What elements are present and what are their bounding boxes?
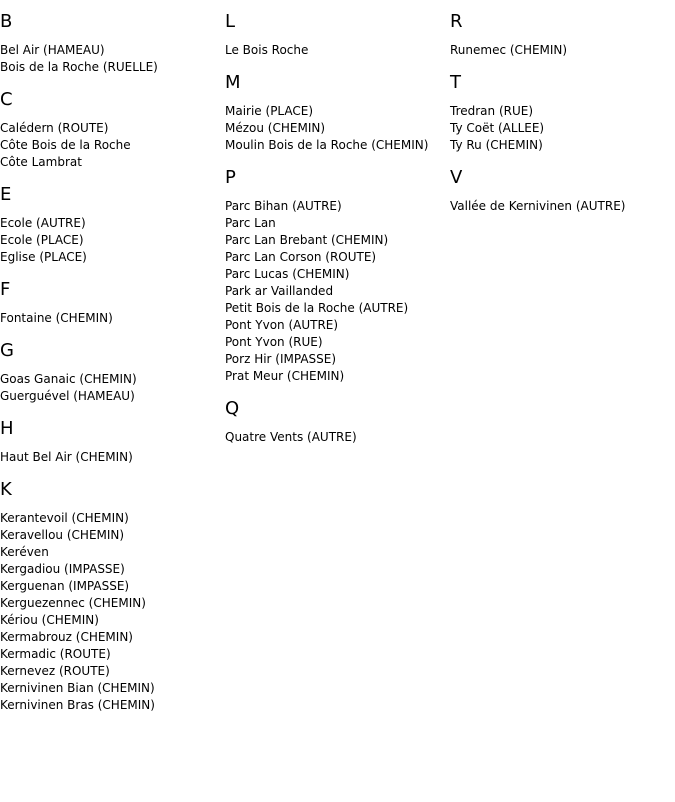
letter-group — [450, 11, 675, 59]
street-name: Pont Yvon (AUTRE) — [225, 318, 339, 332]
street-name: Ty Coët (ALLEE) — [450, 121, 545, 135]
street-name: Moulin Bois de la Roche (CHEMIN) — [225, 138, 429, 152]
street-name: Guerguével (HAMEAU) — [0, 389, 135, 403]
street-list — [225, 198, 450, 385]
street-name: Goas Ganaic (CHEMIN) — [0, 372, 137, 386]
group-letter-heading: C — [0, 89, 13, 110]
street-name: Côte Bois de la Roche — [0, 138, 131, 152]
street-name: Kermabrouz (CHEMIN) — [0, 630, 133, 644]
street-list — [225, 429, 450, 446]
letter-group — [450, 167, 675, 215]
street-name: Ecole (AUTRE) — [0, 216, 86, 230]
group-letter-heading: B — [0, 11, 13, 32]
street-list — [225, 103, 450, 154]
street-name: Fontaine (CHEMIN) — [0, 311, 113, 325]
street-name: Mézou (CHEMIN) — [225, 121, 326, 135]
street-list — [0, 449, 225, 466]
group-letter-heading: H — [0, 418, 14, 439]
letter-group — [225, 167, 450, 385]
group-letter-heading: K — [0, 479, 12, 500]
street-name: Kerguenan (IMPASSE) — [0, 579, 130, 593]
street-name: Haut Bel Air (CHEMIN) — [0, 450, 133, 464]
street-name: Ecole (PLACE) — [0, 233, 84, 247]
street-name: Parc Lucas (CHEMIN) — [225, 267, 350, 281]
street-list — [0, 371, 225, 405]
street-name: Kernivinen Bian (CHEMIN) — [0, 681, 155, 695]
street-list — [0, 120, 225, 171]
letter-group — [225, 398, 450, 446]
group-letter-heading: Q — [225, 398, 240, 419]
street-name: Parc Lan Brebant (CHEMIN) — [225, 233, 389, 247]
street-name: Côte Lambrat — [0, 155, 82, 169]
letter-group — [225, 72, 450, 154]
letter-group — [225, 11, 450, 59]
street-name: Parc Bihan (AUTRE) — [225, 199, 342, 213]
street-name: Mairie (PLACE) — [225, 104, 314, 118]
street-name: Kerantevoil (CHEMIN) — [0, 511, 129, 525]
street-name: Porz Hir (IMPASSE) — [225, 352, 337, 366]
letter-group — [0, 479, 225, 714]
street-name: Calédern (ROUTE) — [0, 121, 109, 135]
street-name: Kergadiou (IMPASSE) — [0, 562, 125, 576]
group-letter-heading: E — [0, 184, 12, 205]
street-name: Eglise (PLACE) — [0, 250, 87, 264]
street-name: Keravellou (CHEMIN) — [0, 528, 125, 542]
street-list — [0, 215, 225, 266]
group-letter-heading: M — [225, 72, 241, 93]
street-name: Tredran (RUE) — [450, 104, 534, 118]
street-name: Petit Bois de la Roche (AUTRE) — [225, 301, 409, 315]
group-letter-heading: L — [225, 11, 236, 32]
group-letter-heading: P — [225, 167, 236, 188]
street-list — [450, 103, 675, 154]
street-list — [0, 510, 225, 714]
street-name: Kermadic (ROUTE) — [0, 647, 111, 661]
street-name: Bel Air (HAMEAU) — [0, 43, 105, 57]
group-letter-heading: V — [450, 167, 463, 188]
letter-group — [0, 340, 225, 405]
street-name: Kerguezennec (CHEMIN) — [0, 596, 146, 610]
letter-group — [450, 72, 675, 154]
street-name: Quatre Vents (AUTRE) — [225, 430, 357, 444]
letter-group — [0, 89, 225, 171]
letter-group — [0, 279, 225, 327]
street-list — [0, 310, 225, 327]
letter-group — [0, 11, 225, 76]
street-name: Park ar Vaillanded — [225, 284, 334, 298]
group-letter-heading: R — [450, 11, 463, 32]
street-name: Prat Meur (CHEMIN) — [225, 369, 345, 383]
street-name: Bois de la Roche (RUELLE) — [0, 60, 158, 74]
street-index-column-3 — [450, 0, 675, 215]
street-list — [450, 198, 675, 215]
group-letter-heading: F — [0, 279, 11, 300]
street-index-column-1 — [0, 0, 225, 714]
group-letter-heading: T — [450, 72, 461, 93]
street-name: Kernevez (ROUTE) — [0, 664, 110, 678]
street-list — [0, 42, 225, 76]
street-name: Parc Lan Corson (ROUTE) — [225, 250, 377, 264]
street-name: Le Bois Roche — [225, 43, 309, 57]
letter-group — [0, 184, 225, 266]
street-list — [450, 42, 675, 59]
letter-group — [0, 418, 225, 466]
street-index-column-2 — [225, 0, 450, 446]
street-name: Kernivinen Bras (CHEMIN) — [0, 698, 155, 712]
street-name: Vallée de Kernivinen (AUTRE) — [450, 199, 626, 213]
street-list — [225, 42, 450, 59]
street-name: Pont Yvon (RUE) — [225, 335, 323, 349]
street-name: Runemec (CHEMIN) — [450, 43, 568, 57]
group-letter-heading: G — [0, 340, 14, 361]
street-name: Ty Ru (CHEMIN) — [450, 138, 543, 152]
street-name: Keréven — [0, 545, 49, 559]
street-name: Parc Lan — [225, 216, 276, 230]
street-name: Kériou (CHEMIN) — [0, 613, 99, 627]
